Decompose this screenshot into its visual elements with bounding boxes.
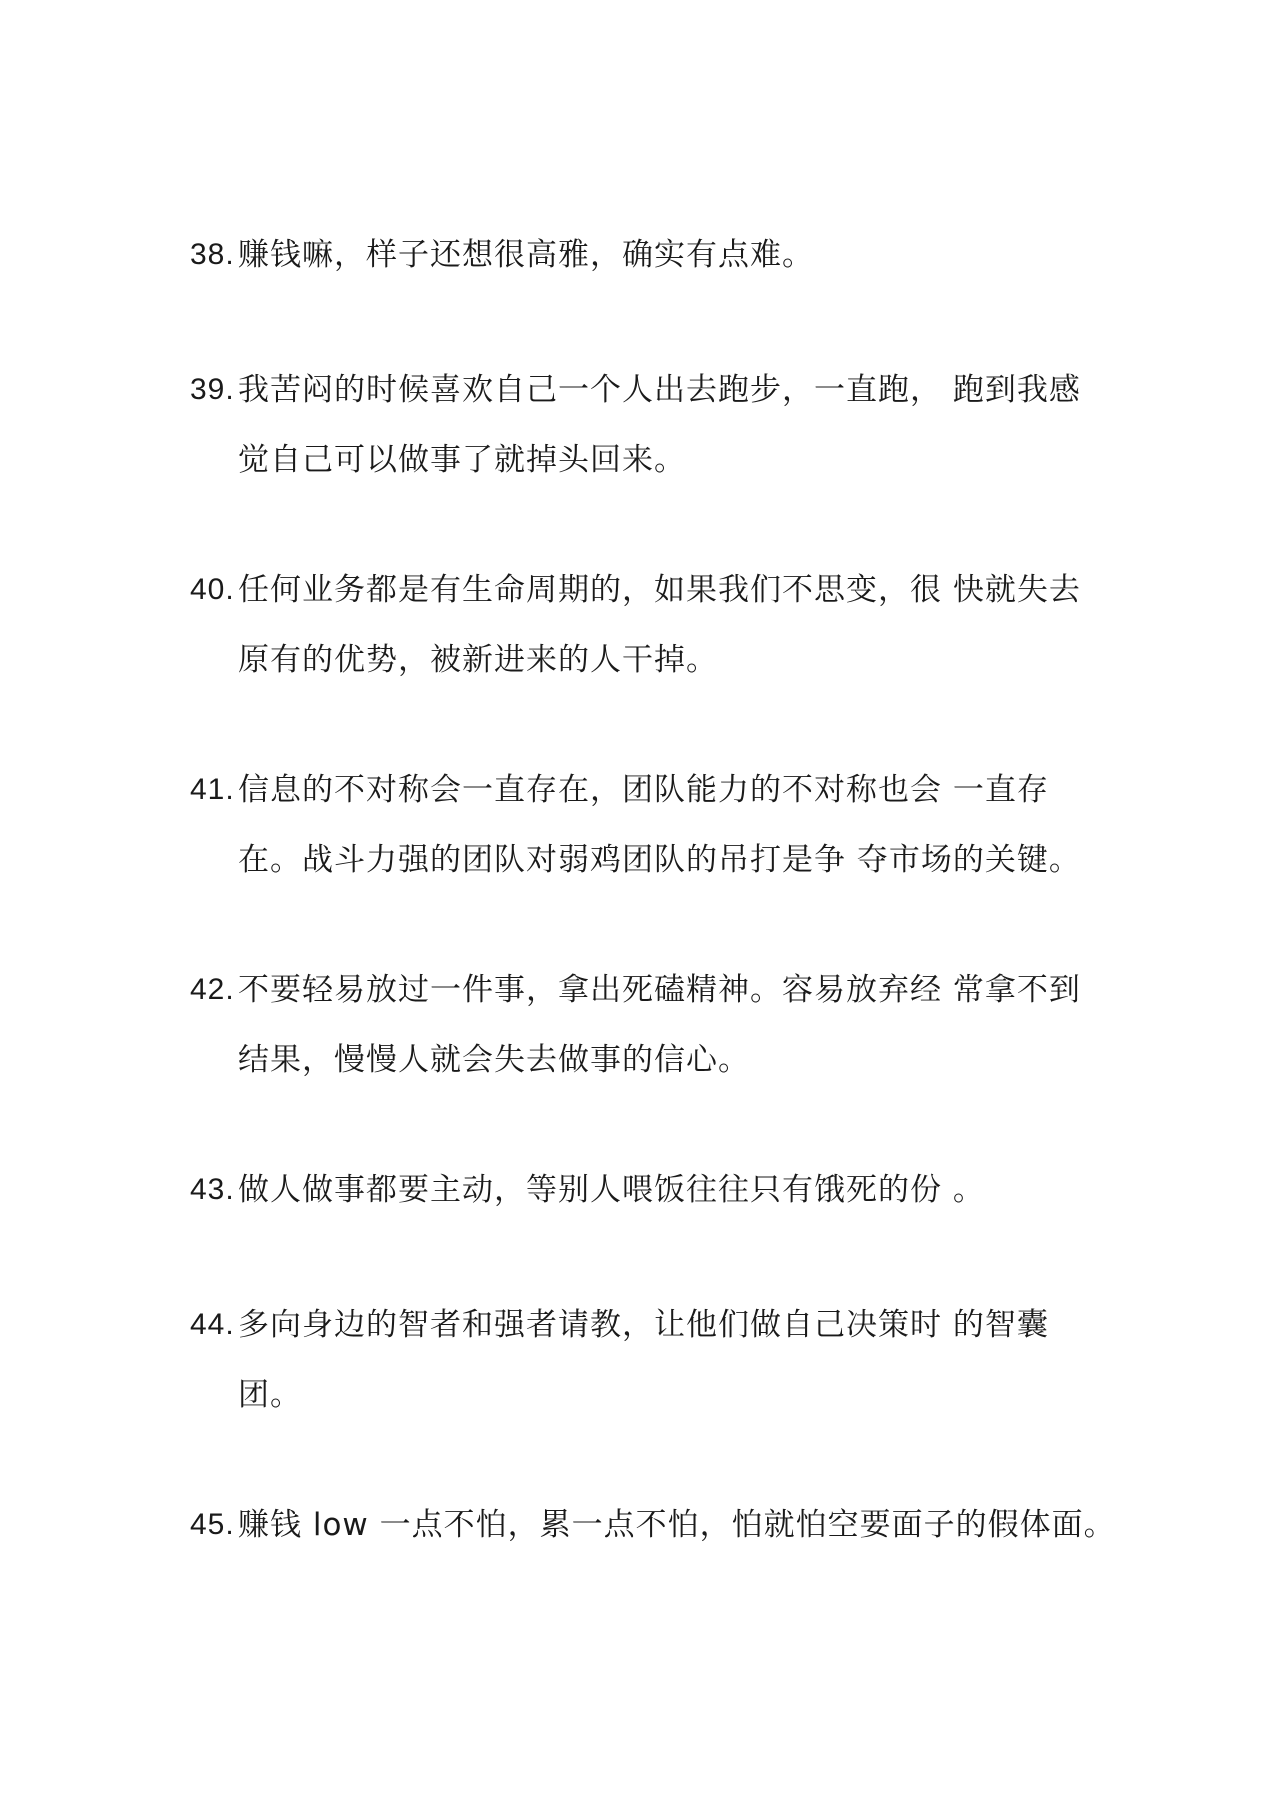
list-item-44 — [190, 1290, 1095, 1430]
list-item-38 — [190, 220, 1095, 290]
item-text-line: 觉自己可以做事了就掉头回来。 — [238, 442, 686, 478]
list-item-41 — [190, 755, 1095, 895]
item-text-line: 多向身边的智者和强者请教，让他们做自己决策时 的智囊 — [238, 1307, 1049, 1343]
item-number: 40. — [190, 573, 235, 606]
list-item-43 — [190, 1155, 1095, 1225]
item-number: 38. — [190, 238, 235, 271]
item-number: 45. — [190, 1508, 235, 1541]
item-text-line: 原有的优势，被新进来的人干掉。 — [238, 642, 718, 678]
item-number: 43. — [190, 1173, 235, 1206]
list-item-39 — [190, 355, 1095, 495]
item-text-line: 在。战斗力强的团队对弱鸡团队的吊打是争 夺市场的关键。 — [238, 842, 1081, 878]
list-item-40 — [190, 555, 1095, 695]
item-number: 44. — [190, 1308, 235, 1341]
item-text-line: 做人做事都要主动，等别人喂饭往往只有饿死的份 。 — [238, 1172, 985, 1208]
item-text-line: 赚钱 low 一点不怕，累一点不怕，怕就怕空要面子的假体面。 — [238, 1507, 1116, 1543]
item-number: 42. — [190, 973, 235, 1006]
item-text-line: 结果，慢慢人就会失去做事的信心。 — [238, 1042, 750, 1078]
item-text-line: 任何业务都是有生命周期的，如果我们不思变，很 快就失去 — [238, 572, 1081, 608]
item-text-line: 信息的不对称会一直存在，团队能力的不对称也会 一直存 — [238, 772, 1049, 808]
item-text-line: 赚钱嘛，样子还想很高雅，确实有点难。 — [238, 237, 814, 273]
item-text-line: 不要轻易放过一件事，拿出死磕精神。容易放弃经 常拿不到 — [238, 972, 1081, 1008]
list-item-45 — [190, 1490, 1116, 1560]
list-item-42 — [190, 955, 1095, 1095]
item-number: 41. — [190, 773, 235, 806]
item-number: 39. — [190, 373, 235, 406]
item-text-line: 我苦闷的时候喜欢自己一个人出去跑步，一直跑， 跑到我感 — [238, 372, 1081, 408]
item-text-line: 团。 — [238, 1377, 302, 1413]
